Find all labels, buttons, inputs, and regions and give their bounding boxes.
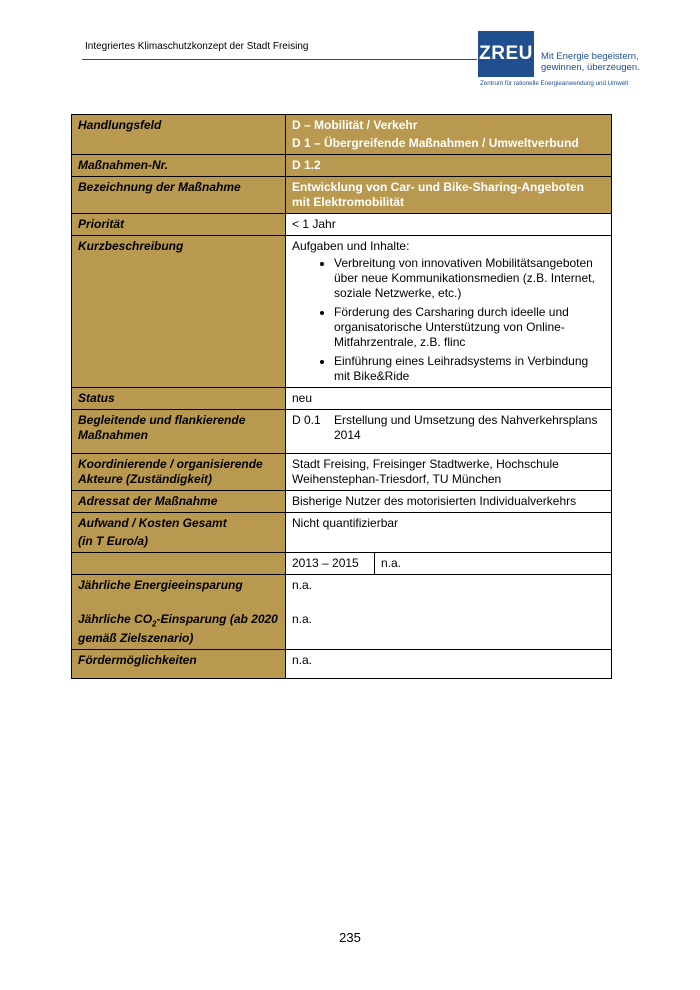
value-bezeichnung: Entwicklung von Car- und Bike-Sharing-Angeboten mit Elektromobilität xyxy=(286,177,612,214)
zreu-logo-subtitle: Zentrum für rationelle Energieanwendung und Umwelt xyxy=(480,80,629,87)
label-handlungsfeld: Handlungsfeld xyxy=(72,115,286,155)
row-aufwand-period xyxy=(72,553,612,575)
label-bezeichnung: Bezeichnung der Maßnahme xyxy=(72,177,286,214)
period-split xyxy=(292,556,605,571)
co2-label-sub: 2 xyxy=(152,619,157,629)
co2-label-post: -Einsparung (ab 2020 gemäß Zielszenario) xyxy=(78,612,278,646)
zreu-logo xyxy=(478,31,638,89)
measure-table xyxy=(71,114,612,679)
value-status: neu xyxy=(286,388,612,410)
label-begleitend: Begleitende und flankierende Maßnahmen xyxy=(72,410,286,454)
list-item: • Verbreitung von innovativen Mobilitätsangeboten über neue Kommunikationsmedien (z.B. Internet, soziale Netzwerke, etc.) xyxy=(334,256,605,301)
value-foerder: n.a. xyxy=(286,650,612,679)
row-handlungsfeld xyxy=(72,115,612,155)
zreu-logo-slogan xyxy=(541,51,640,73)
row-foerder xyxy=(72,650,612,679)
value-handlungsfeld-line-2: D 1 – Übergreifende Maßnahmen / Umweltverbund xyxy=(292,136,579,150)
label-aufwand xyxy=(72,513,286,553)
label-einsparung xyxy=(72,575,286,650)
value-energieeinsparung: n.a. xyxy=(292,578,313,592)
row-prioritaet xyxy=(72,214,612,236)
list-item: • Förderung des Carsharing durch ideelle und organisatorische Unterstützung von Online-Mitfahrzentrale, z.B. flinc xyxy=(334,305,605,350)
kurzbeschreibung-intro: Aufgaben und Inhalte: xyxy=(292,239,410,253)
row-adressat xyxy=(72,491,612,513)
value-prioritaet: < 1 Jahr xyxy=(286,214,612,236)
label-adressat: Adressat der Maßnahme xyxy=(72,491,286,513)
begleitend-text: Erstellung und Umsetzung des Nahverkehrsplans 2014 xyxy=(334,413,598,442)
period-value: n.a. xyxy=(381,556,402,570)
label-energieeinsparung: Jährliche Energieeinsparung xyxy=(78,578,243,592)
value-begleitend xyxy=(286,410,612,454)
begleitend-code: D 0.1 xyxy=(292,413,321,427)
label-aufwand-line-1: Aufwand / Kosten Gesamt xyxy=(78,516,227,530)
row-bezeichnung xyxy=(72,177,612,214)
logo-slogan-line-1: Mit Energie begeistern, xyxy=(541,51,639,62)
label-foerder: Fördermöglichkeiten xyxy=(72,650,286,679)
logo-slogan-line-2: gewinnen, überzeugen. xyxy=(541,62,640,73)
row-status xyxy=(72,388,612,410)
value-koordinierend: Stadt Freising, Freisinger Stadtwerke, Hochschule Weihenstephan-Triesdorf, TU München xyxy=(286,454,612,491)
label-status: Status xyxy=(72,388,286,410)
label-co2-einsparung xyxy=(78,612,279,646)
kurzbeschreibung-list xyxy=(292,256,605,384)
value-adressat: Bisherige Nutzer des motorisierten Individualverkehrs xyxy=(286,491,612,513)
value-aufwand: Nicht quantifizierbar xyxy=(286,513,612,553)
label-koordinierend: Koordinierende / organisierende Akteure (Zuständigkeit) xyxy=(72,454,286,491)
value-kurzbeschreibung xyxy=(286,236,612,388)
label-aufwand-line-2: (in T Euro/a) xyxy=(78,534,148,548)
label-prioritaet: Priorität xyxy=(72,214,286,236)
row-begleitend xyxy=(72,410,612,454)
row-einsparung xyxy=(72,575,612,650)
begleitend-measure xyxy=(292,413,605,443)
header-rule xyxy=(82,59,477,60)
value-einsparung xyxy=(286,575,612,650)
value-handlungsfeld xyxy=(286,115,612,155)
co2-label-pre: Jährliche CO xyxy=(78,612,153,626)
document-header-title: Integriertes Klimaschutzkonzept der Stadt Freising xyxy=(85,41,309,52)
label-kurzbeschreibung: Kurzbeschreibung xyxy=(72,236,286,388)
row-aufwand xyxy=(72,513,612,553)
value-co2-einsparung: n.a. xyxy=(292,612,313,626)
zreu-logo-box: ZREU xyxy=(478,31,534,77)
page-number: 235 xyxy=(339,930,361,945)
value-massnahmen-nr: D 1.2 xyxy=(286,155,612,177)
period-range: 2013 – 2015 xyxy=(286,553,375,574)
row-massnahmen-nr xyxy=(72,155,612,177)
value-aufwand-period xyxy=(286,553,612,575)
label-massnahmen-nr: Maßnahmen-Nr. xyxy=(72,155,286,177)
list-item: • Einführung eines Leihradsystems in Verbindung mit Bike&Ride xyxy=(334,354,605,384)
value-handlungsfeld-line-1: D – Mobilität / Verkehr xyxy=(292,118,418,132)
row-kurzbeschreibung xyxy=(72,236,612,388)
label-aufwand-period xyxy=(72,553,286,575)
row-koordinierend xyxy=(72,454,612,491)
